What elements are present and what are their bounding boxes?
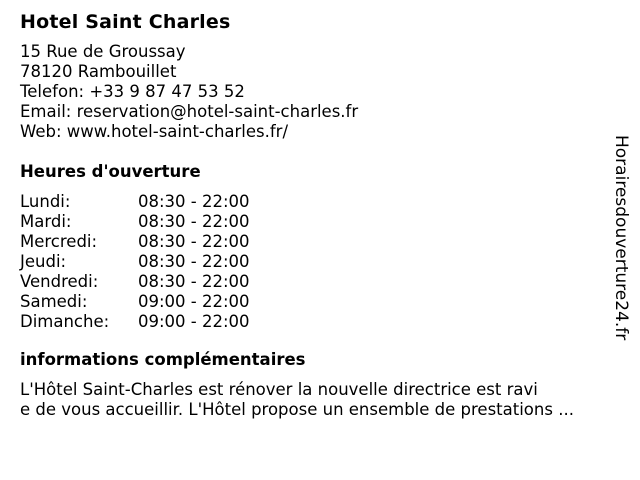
day-label: Dimanche: [20,312,110,331]
address-city: 78120 Rambouillet [20,62,177,81]
day-hours: 08:30 - 22:00 [138,272,250,291]
hours-row-wednesday [20,232,250,252]
additional-info-heading: informations complémentaires [20,350,306,369]
phone-number: Telefon: +33 9 87 47 53 52 [20,82,245,101]
website-url: Web: www.hotel-saint-charles.fr/ [20,122,289,141]
hours-row-thursday [20,252,250,272]
day-label: Mardi: [20,212,72,231]
hours-row-sunday [20,312,250,332]
site-watermark-text: Horairesdouverture24.fr [611,135,631,341]
hotel-info-card [20,10,610,420]
site-watermark [610,135,632,375]
address-street: 15 Rue de Groussay [20,42,186,61]
day-hours: 08:30 - 22:00 [138,192,250,211]
hours-row-tuesday [20,212,250,232]
day-hours: 08:30 - 22:00 [138,232,250,251]
contact-block [20,42,610,142]
day-label: Jeudi: [20,252,67,271]
day-label: Samedi: [20,292,88,311]
hotel-name: Hotel Saint Charles [20,11,231,33]
info-line: L'Hôtel Saint-Charles est rénover la nouvelle directrice est ravi [20,380,538,399]
opening-hours-table [20,192,250,332]
hours-row-monday [20,192,250,212]
day-label: Lundi: [20,192,71,211]
day-hours: 08:30 - 22:00 [138,212,250,231]
day-hours: 09:00 - 22:00 [138,312,250,331]
day-hours: 08:30 - 22:00 [138,252,250,271]
day-label: Vendredi: [20,272,99,291]
hours-row-saturday [20,292,250,312]
email-address: Email: reservation@hotel-saint-charles.fr [20,102,359,121]
info-line: e de vous accueillir. L'Hôtel propose un ensemble de prestations ... [20,400,574,419]
additional-info-text [20,380,610,420]
opening-hours-heading: Heures d'ouverture [20,162,201,181]
day-label: Mercredi: [20,232,98,251]
hours-row-friday [20,272,250,292]
day-hours: 09:00 - 22:00 [138,292,250,311]
